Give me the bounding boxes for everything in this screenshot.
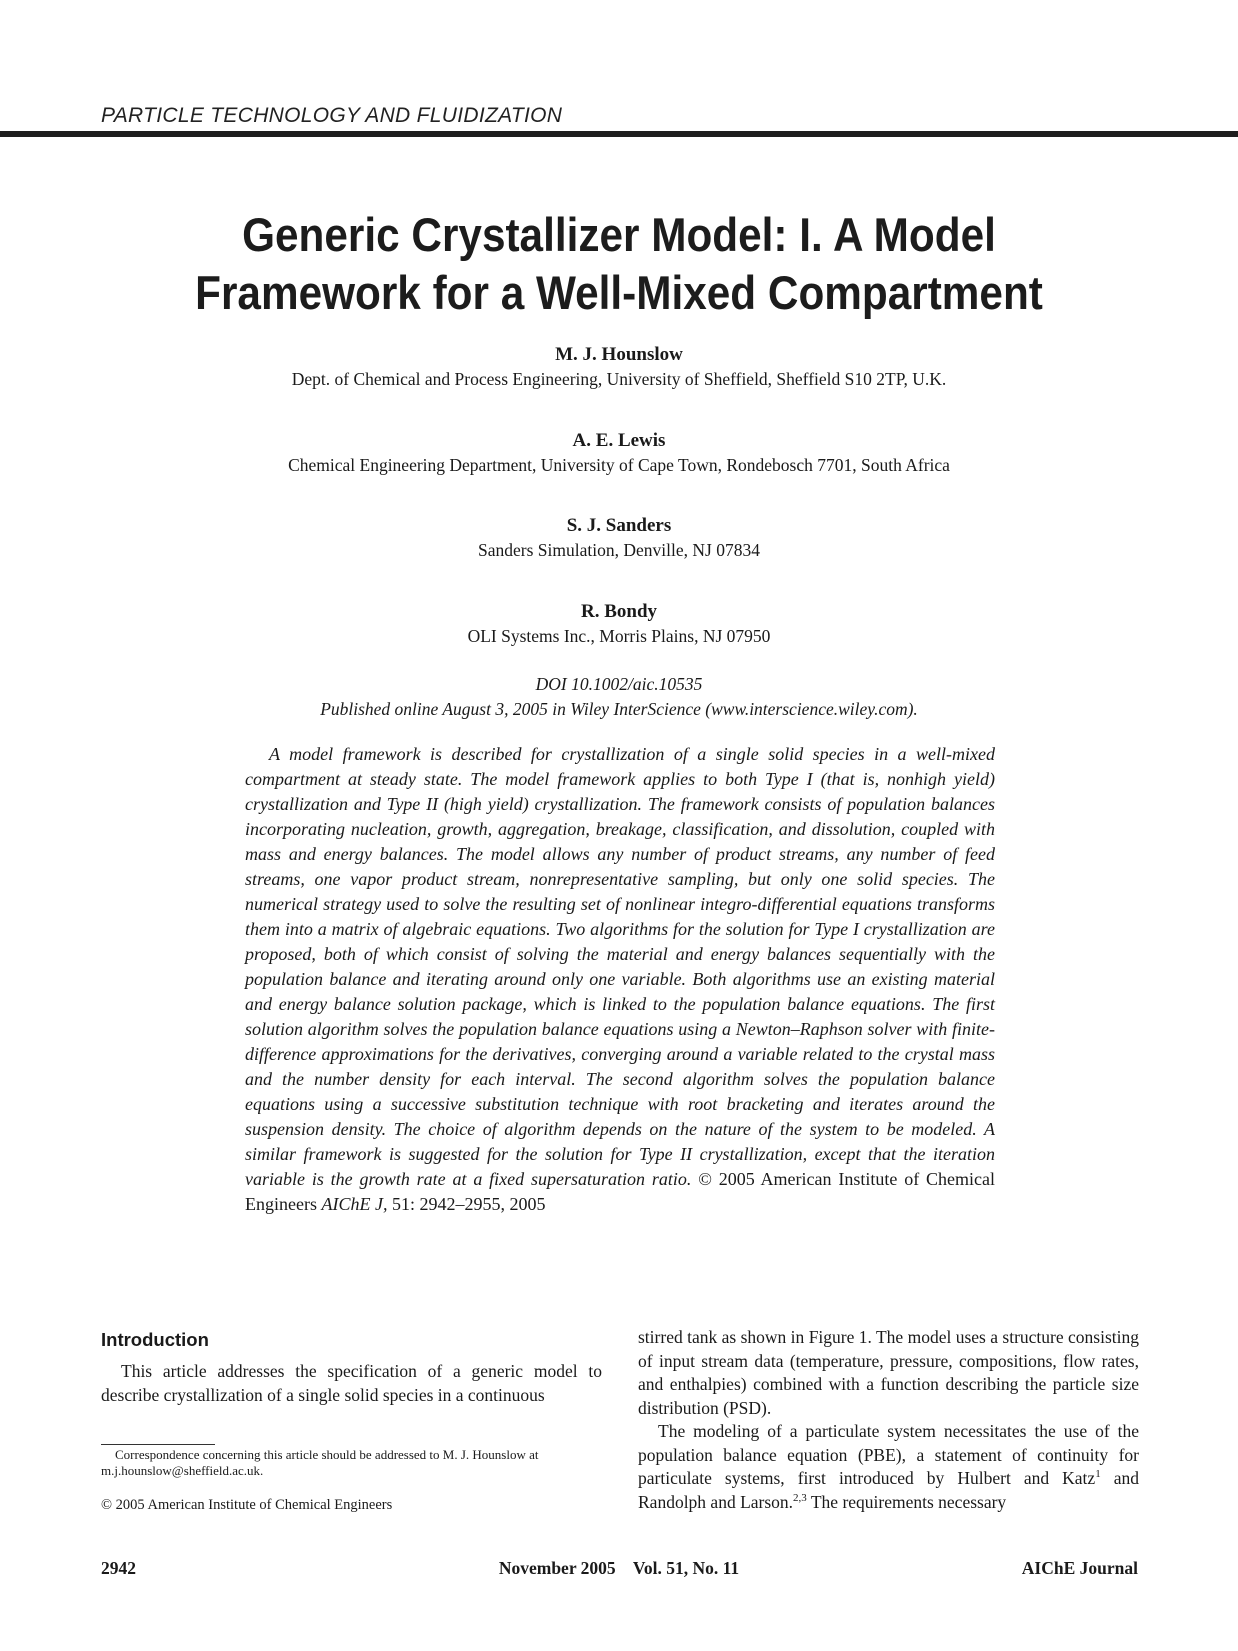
left-column xyxy=(101,1328,602,1407)
intro-paragraph-1: This article addresses the specification of a generic model to describe crystallization of a single solid species in a continuous xyxy=(101,1361,602,1405)
journal-name: AIChE Journal xyxy=(1021,1558,1138,1578)
author-name: S. J. Sanders xyxy=(566,515,672,536)
abstract-citation: 51: 2942–2955, 2005 xyxy=(391,1194,546,1214)
correspondence-footnote: Correspondence concerning this article should be addressed to M. J. Hounslow at m.j.hounslow@sheffield.ac.uk. xyxy=(101,1447,539,1478)
author-block-4 xyxy=(0,600,1238,648)
page-number: 2942 xyxy=(101,1558,136,1578)
doi: DOI 10.1002/aic.10535 xyxy=(535,674,703,694)
citation-ref: 1 xyxy=(1095,1468,1101,1481)
para2-text-a: The modeling of a particulate system necessitates the use of the population balance equation (PBE), a statement of continuity for particulate systems, first introduced by Hulbert and Katz xyxy=(638,1421,1139,1488)
intro-paragraph-1-continued: stirred tank as shown in Figure 1. The model uses a structure consisting of input stream data (temperature, pressure, compositions, flow rates, and enthalpies) combined with a function describing the particle size distribution (PSD). xyxy=(638,1327,1139,1418)
right-column xyxy=(638,1326,1139,1514)
author-block-1 xyxy=(0,343,1238,391)
copyright-note: © 2005 American Institute of Chemical Engineers xyxy=(101,1497,393,1513)
para2-text-c: The requirements necessary xyxy=(806,1491,1007,1512)
author-name: R. Bondy xyxy=(580,601,658,622)
paper-title xyxy=(152,206,1086,322)
para2-text-b: and Randolph and Larson. xyxy=(638,1468,1139,1512)
citation-ref: 2,3 xyxy=(793,1491,807,1504)
author-block-3 xyxy=(0,514,1238,562)
title-line-1: Generic Crystallizer Model: I. A Model xyxy=(242,208,996,261)
author-affiliation: Sanders Simulation, Denville, NJ 07834 xyxy=(478,540,760,560)
title-line-2: Framework for a Well-Mixed Compartment xyxy=(195,266,1043,319)
intro-paragraph-2 xyxy=(638,1420,1139,1514)
publication-meta xyxy=(0,672,1238,722)
author-affiliation: Chemical Engineering Department, University of Cape Town, Rondebosch 7701, South Africa xyxy=(288,455,950,475)
footnote-rule xyxy=(101,1444,215,1445)
introduction-heading: Introduction xyxy=(101,1329,209,1350)
author-affiliation: Dept. of Chemical and Process Engineering, University of Sheffield, Sheffield S10 2TP, U.K. xyxy=(291,369,947,389)
author-name: A. E. Lewis xyxy=(572,430,666,451)
author-block-2 xyxy=(0,429,1238,477)
abstract-copyright: © 2005 American Institute of Chemical Engineers xyxy=(245,1169,995,1214)
section-header: PARTICLE TECHNOLOGY AND FLUIDIZATION xyxy=(101,104,563,127)
issue-info: November 2005 Vol. 51, No. 11 xyxy=(498,1558,740,1578)
author-name: M. J. Hounslow xyxy=(555,344,683,365)
author-affiliation: OLI Systems Inc., Morris Plains, NJ 07950 xyxy=(467,626,771,646)
abstract-journal: AIChE J, xyxy=(321,1194,388,1214)
published-online: Published online August 3, 2005 in Wiley InterScience (www.interscience.wiley.com). xyxy=(320,699,918,719)
abstract-text: A model framework is described for crystallization of a single solid species in a well-mixed compartment at steady state. The model framework applies to both Type I (that is, nonhigh yield) crystallization and Type II (high yield) crystallization. The framework consists of population balances incorporating nucleation, growth, aggregation, breakage, classification, and dissolution, coupled with mass and energy balances. The model allows any number of product streams, any number of feed streams, one vapor product stream, nonrepresentative sampling, but only one solid species. The numerical strategy used to solve the resulting set of nonlinear integro-differential equations transforms them into a matrix of algebraic equations. Two algorithms for the solution for Type I crystallization are proposed, both of which consist of solving the material and energy balances sequentially with the population balance and iterating around only one variable. Both algorithms use an existing material and energy balance solution package, which is linked to the population balance equations. The first solution algorithm solves the population balance equations using a Newton–Raphson solver with finite-difference approximations for the derivatives, converging around a variable related to the crystal mass and the number density for each interval. The second algorithm solves the population balance equations using a successive substitution technique with root bracketing and iterates around the suspension density. The choice of algorithm depends on the nature of the system to be modeled. A similar framework is suggested for the solution for Type II crystallization, except that the iteration variable is the growth rate at a fixed supersaturation ratio. xyxy=(245,744,995,1189)
abstract xyxy=(245,742,995,1217)
header-rule xyxy=(0,131,1238,137)
